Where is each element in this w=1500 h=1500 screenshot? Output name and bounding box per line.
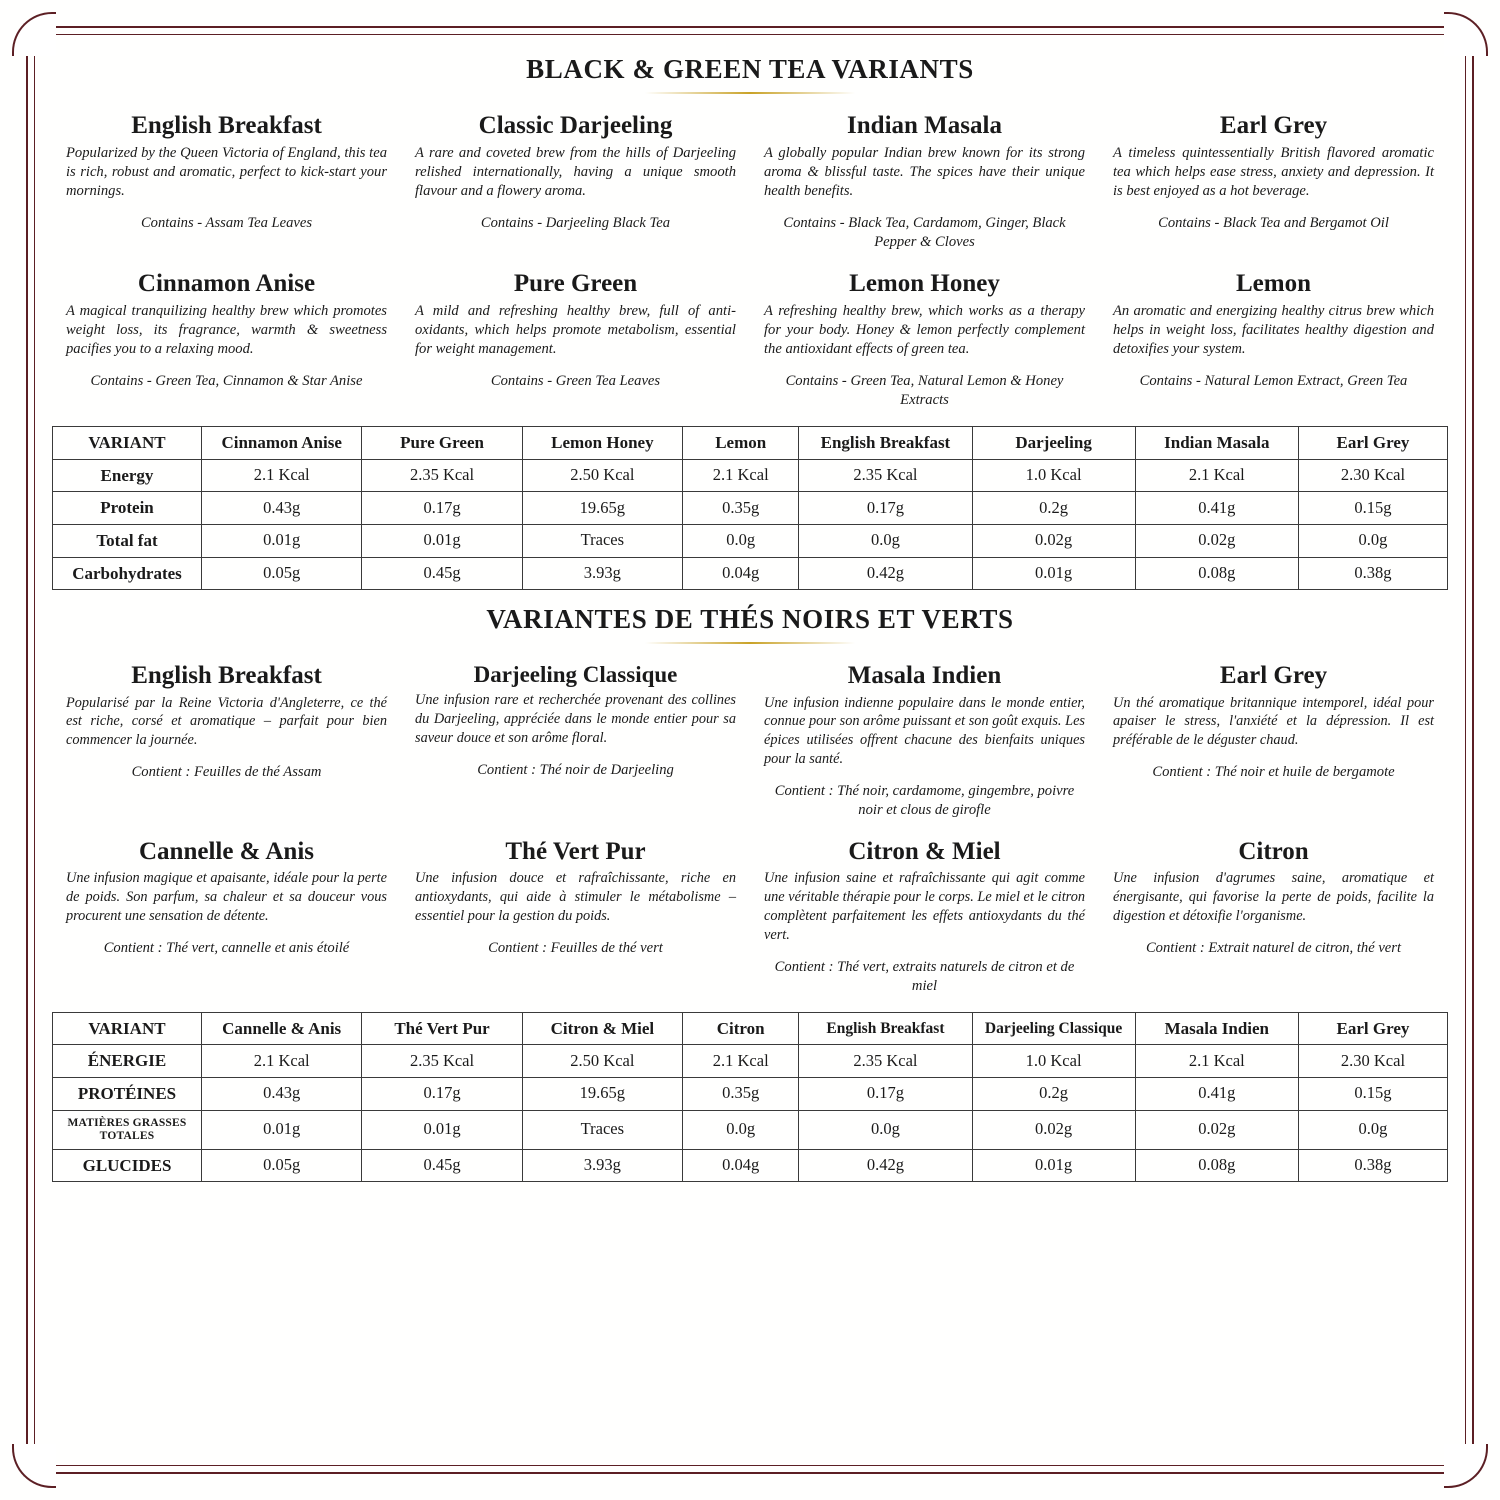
- variant-card: [52, 264, 401, 410]
- variant-contains: Contains - Assam Tea Leaves: [140, 215, 313, 232]
- table-column-header: Thé Vert Pur: [362, 1012, 522, 1045]
- variant-name: English Breakfast: [131, 112, 322, 139]
- table-cell: 2.50 Kcal: [522, 459, 682, 492]
- table-cell: 2.1 Kcal: [683, 1045, 799, 1078]
- table-cell: 0.41g: [1135, 1077, 1298, 1110]
- variant-description: A rare and coveted brew from the hills of Darjeeling relished internationally, having a unique smooth flavour and a flowery aroma.: [415, 144, 736, 199]
- variant-description: Une infusion indienne populaire dans le monde entier, connue pour son arôme puissant et son goût exquis. Les épices utilisées offrent chacune des bienfaits uniques pour la santé.: [764, 694, 1085, 768]
- table-row: [53, 1045, 1448, 1078]
- table-cell: 0.0g: [683, 525, 799, 558]
- variant-contains: Contains - Natural Lemon Extract, Green Tea: [1139, 373, 1408, 390]
- variant-description: Popularized by the Queen Victoria of England, this tea is rich, robust and aromatic, perfect to kick-start your mornings.: [66, 144, 387, 199]
- table-cell: 0.04g: [683, 1149, 799, 1182]
- table-column-header: English Breakfast: [799, 427, 972, 460]
- table-row-label: GLUCIDES: [53, 1149, 202, 1182]
- variant-description: An aromatic and energizing healthy citrus brew which helps in weight loss, facilitates healthy digestion and detoxifies your system.: [1113, 302, 1434, 358]
- table-cell: 0.15g: [1298, 1077, 1447, 1110]
- variant-card: [52, 832, 401, 996]
- variant-card: [401, 656, 750, 820]
- table-column-header: Lemon Honey: [522, 427, 682, 460]
- table-cell: 0.38g: [1298, 1149, 1447, 1182]
- variant-contains: Contient : Thé noir de Darjeeling: [477, 761, 674, 778]
- table-cell: 0.01g: [362, 1110, 522, 1149]
- table-column-header: Citron: [683, 1012, 799, 1045]
- table-cell: Traces: [522, 1110, 682, 1149]
- table-cell: 2.1 Kcal: [1135, 459, 1298, 492]
- variant-name: Lemon: [1236, 270, 1311, 298]
- table-cell: 3.93g: [522, 1149, 682, 1182]
- table-column-header: Darjeeling Classique: [972, 1012, 1135, 1045]
- section-title: BLACK & GREEN TEA VARIANTS: [526, 54, 974, 84]
- table-cell: 0.0g: [1298, 525, 1447, 558]
- table-cell: 0.01g: [202, 1110, 362, 1149]
- table-column-header: Citron & Miel: [522, 1012, 682, 1045]
- variant-contains: Contains - Darjeeling Black Tea: [480, 215, 671, 232]
- variant-contains: Contains - Green Tea, Cinnamon & Star Anise: [90, 373, 363, 390]
- table-cell: 0.35g: [683, 1077, 799, 1110]
- table-column-header: Pure Green: [362, 427, 522, 460]
- table-cell: 0.45g: [362, 1149, 522, 1182]
- table-row: [53, 557, 1448, 590]
- table-row: [53, 459, 1448, 492]
- table-row-label: ÉNERGIE: [53, 1045, 202, 1078]
- nutrition-table-french: [52, 1012, 1448, 1183]
- variant-card: [1099, 656, 1448, 820]
- corner-ornament-bottom-right: [1444, 1444, 1488, 1488]
- variant-description: Une infusion magique et apaisante, idéale pour la perte de poids. Son parfum, sa chaleur et sa douceur vous procurent une sensation de détente.: [66, 870, 387, 925]
- variant-card: [52, 106, 401, 252]
- table-row-label: MATIÈRES GRASSES TOTALES: [53, 1110, 202, 1149]
- table-cell: 0.17g: [799, 1077, 972, 1110]
- variant-card: [750, 106, 1099, 252]
- table-cell: 0.02g: [972, 1110, 1135, 1149]
- table-cell: 1.0 Kcal: [972, 1045, 1135, 1078]
- variant-contains: Contains - Black Tea and Bergamot Oil: [1158, 215, 1389, 232]
- variant-description: Une infusion d'agrumes saine, aromatique et énergisante, qui favorise la perte de poids, facilite la digestion et détoxifie l'organisme.: [1113, 870, 1434, 925]
- table-cell: 0.01g: [362, 525, 522, 558]
- table-header-row: [53, 1012, 1448, 1045]
- table-row-label: Carbohydrates: [53, 557, 202, 590]
- table-cell: 0.01g: [972, 1149, 1135, 1182]
- variant-name: Earl Grey: [1219, 112, 1328, 139]
- section-english: [52, 54, 1448, 590]
- variant-grid-row-2: [52, 264, 1448, 410]
- variant-grid-row-1: [52, 656, 1448, 820]
- table-cell: 0.0g: [799, 1110, 972, 1149]
- variant-description: A globally popular Indian brew known for its strong aroma & blissful taste. The spices have their unique health benefits.: [764, 144, 1085, 199]
- title-divider: [645, 92, 855, 94]
- table-cell: 0.08g: [1135, 557, 1298, 590]
- table-column-header: Indian Masala: [1135, 427, 1298, 460]
- table-row: [53, 1077, 1448, 1110]
- table-cell: 0.42g: [799, 1149, 972, 1182]
- variant-card: [750, 264, 1099, 410]
- table-cell: 0.42g: [799, 557, 972, 590]
- table-cell: Traces: [522, 525, 682, 558]
- variant-name: Thé Vert Pur: [505, 837, 646, 865]
- variant-grid-row-2: [52, 832, 1448, 996]
- table-cell: 0.01g: [202, 525, 362, 558]
- table-cell: 0.05g: [202, 1149, 362, 1182]
- table-cell: 2.1 Kcal: [1135, 1045, 1298, 1078]
- table-cell: 0.04g: [683, 557, 799, 590]
- table-cell: 0.15g: [1298, 492, 1447, 525]
- variant-contains: Contient : Thé noir, cardamome, gingembre, poivre noir et clous de girofle: [774, 783, 1075, 819]
- table-row: [53, 492, 1448, 525]
- table-column-header: English Breakfast: [799, 1012, 972, 1045]
- table-cell: 2.35 Kcal: [362, 1045, 522, 1078]
- table-row-label: Energy: [53, 459, 202, 492]
- table-header-row: [53, 427, 1448, 460]
- table-cell: 0.0g: [683, 1110, 799, 1149]
- variant-contains: Contains - Green Tea Leaves: [490, 373, 661, 390]
- variant-description: A refreshing healthy brew, which works as a therapy for your body. Honey & lemon perfectly complement the antioxidant effects of green tea.: [764, 302, 1085, 358]
- variant-description: Popularisé par la Reine Victoria d'Angleterre, ce thé est riche, corsé et aromatique – parfait pour bien commencer la journée.: [66, 694, 387, 749]
- table-column-header: Masala Indien: [1135, 1012, 1298, 1045]
- table-cell: 2.30 Kcal: [1298, 459, 1447, 492]
- variant-contains: Contains - Green Tea, Natural Lemon & Honey Extracts: [785, 373, 1064, 409]
- variant-contains: Contains - Black Tea, Cardamom, Ginger, Black Pepper & Cloves: [783, 215, 1066, 251]
- table-cell: 0.38g: [1298, 557, 1447, 590]
- table-cell: 0.41g: [1135, 492, 1298, 525]
- variant-name: Indian Masala: [847, 112, 1002, 139]
- table-cell: 0.01g: [972, 557, 1135, 590]
- table-cell: 0.17g: [799, 492, 972, 525]
- variant-name: Masala Indien: [847, 662, 1002, 690]
- variant-contains: Contient : Thé vert, cannelle et anis étoilé: [103, 940, 350, 957]
- table-column-header: Earl Grey: [1298, 427, 1447, 460]
- table-column-header: Cinnamon Anise: [202, 427, 362, 460]
- variant-card: [401, 264, 750, 410]
- variant-card: [1099, 264, 1448, 410]
- table-cell: 2.35 Kcal: [799, 459, 972, 492]
- table-column-header: VARIANT: [53, 1012, 202, 1045]
- table-cell: 19.65g: [522, 1077, 682, 1110]
- variant-card: [1099, 106, 1448, 252]
- variant-card: [401, 832, 750, 996]
- variant-card: [750, 656, 1099, 820]
- table-cell: 2.1 Kcal: [202, 459, 362, 492]
- table-cell: 3.93g: [522, 557, 682, 590]
- table-cell: 0.05g: [202, 557, 362, 590]
- table-row-label: PROTÉINES: [53, 1077, 202, 1110]
- table-cell: 2.35 Kcal: [799, 1045, 972, 1078]
- variant-name: Classic Darjeeling: [478, 112, 673, 139]
- corner-ornament-top-left: [12, 12, 56, 56]
- variant-name: Darjeeling Classique: [473, 662, 678, 688]
- table-column-header: Darjeeling: [972, 427, 1135, 460]
- table-cell: 2.1 Kcal: [683, 459, 799, 492]
- variant-card: [401, 106, 750, 252]
- table-cell: 0.0g: [799, 525, 972, 558]
- variant-contains: Contient : Feuilles de thé vert: [488, 940, 663, 957]
- corner-ornament-top-right: [1444, 12, 1488, 56]
- corner-ornament-bottom-left: [12, 1444, 56, 1488]
- variant-name: English Breakfast: [131, 662, 322, 690]
- variant-description: Un thé aromatique britannique intemporel, idéal pour apaiser le stress, l'anxiété et la dépression. Il est préférable de le déguster chaud.: [1113, 694, 1434, 749]
- variant-contains: Contient : Thé vert, extraits naturels de citron et de miel: [774, 958, 1075, 994]
- table-cell: 0.17g: [362, 492, 522, 525]
- variant-description: A timeless quintessentially British flavored aromatic tea which helps ease stress, anxiety and depression. It is best enjoyed as a hot beverage.: [1113, 144, 1434, 199]
- variant-grid-row-1: [52, 106, 1448, 252]
- table-cell: 2.1 Kcal: [202, 1045, 362, 1078]
- variant-name: Pure Green: [513, 270, 638, 298]
- table-cell: 0.2g: [972, 1077, 1135, 1110]
- variant-description: Une infusion douce et rafraîchissante, riche en antioxydants, qui aide à stimuler le métabolisme – essentiel pour la gestion du poids.: [415, 870, 736, 925]
- variant-contains: Contient : Extrait naturel de citron, thé vert: [1145, 940, 1402, 957]
- variant-name: Earl Grey: [1219, 662, 1328, 690]
- table-cell: 2.30 Kcal: [1298, 1045, 1447, 1078]
- table-cell: 0.45g: [362, 557, 522, 590]
- table-cell: 0.02g: [1135, 1110, 1298, 1149]
- table-cell: 0.08g: [1135, 1149, 1298, 1182]
- variant-name: Citron: [1238, 837, 1309, 865]
- table-cell: 0.43g: [202, 1077, 362, 1110]
- table-column-header: VARIANT: [53, 427, 202, 460]
- table-column-header: Earl Grey: [1298, 1012, 1447, 1045]
- title-divider: [645, 642, 855, 644]
- table-cell: 0.02g: [1135, 525, 1298, 558]
- variant-description: Une infusion saine et rafraîchissante qui agit comme une véritable thérapie pour le corps. Le miel et le citron complètent parfaitement les effets antioxydants du thé vert.: [764, 870, 1085, 944]
- table-row: [53, 1110, 1448, 1149]
- table-cell: 0.02g: [972, 525, 1135, 558]
- table-cell: 0.35g: [683, 492, 799, 525]
- table-cell: 0.43g: [202, 492, 362, 525]
- variant-description: A magical tranquilizing healthy brew which promotes weight loss, its fragrance, warmth & sweetness pacifies you to a relaxing mood.: [66, 302, 387, 358]
- variant-card: [750, 832, 1099, 996]
- variant-contains: Contient : Feuilles de thé Assam: [131, 764, 322, 781]
- table-row-label: Total fat: [53, 525, 202, 558]
- variant-card: [52, 656, 401, 820]
- variant-description: Une infusion rare et recherchée provenant des collines du Darjeeling, appréciée dans le monde entier pour sa saveur douce et son arôme floral.: [415, 692, 736, 747]
- table-cell: 1.0 Kcal: [972, 459, 1135, 492]
- variant-name: Cannelle & Anis: [138, 837, 315, 865]
- table-cell: 2.50 Kcal: [522, 1045, 682, 1078]
- variant-name: Citron & Miel: [848, 837, 1001, 865]
- table-cell: 0.17g: [362, 1077, 522, 1110]
- variant-name: Lemon Honey: [849, 270, 1000, 298]
- table-row: [53, 525, 1448, 558]
- table-cell: 2.35 Kcal: [362, 459, 522, 492]
- variant-contains: Contient : Thé noir et huile de bergamote: [1152, 764, 1395, 781]
- table-cell: 0.0g: [1298, 1110, 1447, 1149]
- document-content: [52, 40, 1448, 1460]
- table-cell: 19.65g: [522, 492, 682, 525]
- variant-description: A mild and refreshing healthy brew, full of anti-oxidants, which helps promote metabolism, essential for weight management.: [415, 302, 736, 358]
- table-row: [53, 1149, 1448, 1182]
- table-column-header: Cannelle & Anis: [202, 1012, 362, 1045]
- nutrition-table-english: [52, 426, 1448, 590]
- table-row-label: Protein: [53, 492, 202, 525]
- variant-card: [1099, 832, 1448, 996]
- section-title: VARIANTES DE THÉS NOIRS ET VERTS: [486, 604, 1014, 635]
- table-cell: 0.2g: [972, 492, 1135, 525]
- section-french: [52, 604, 1448, 1182]
- variant-name: Cinnamon Anise: [137, 270, 316, 298]
- table-column-header: Lemon: [683, 427, 799, 460]
